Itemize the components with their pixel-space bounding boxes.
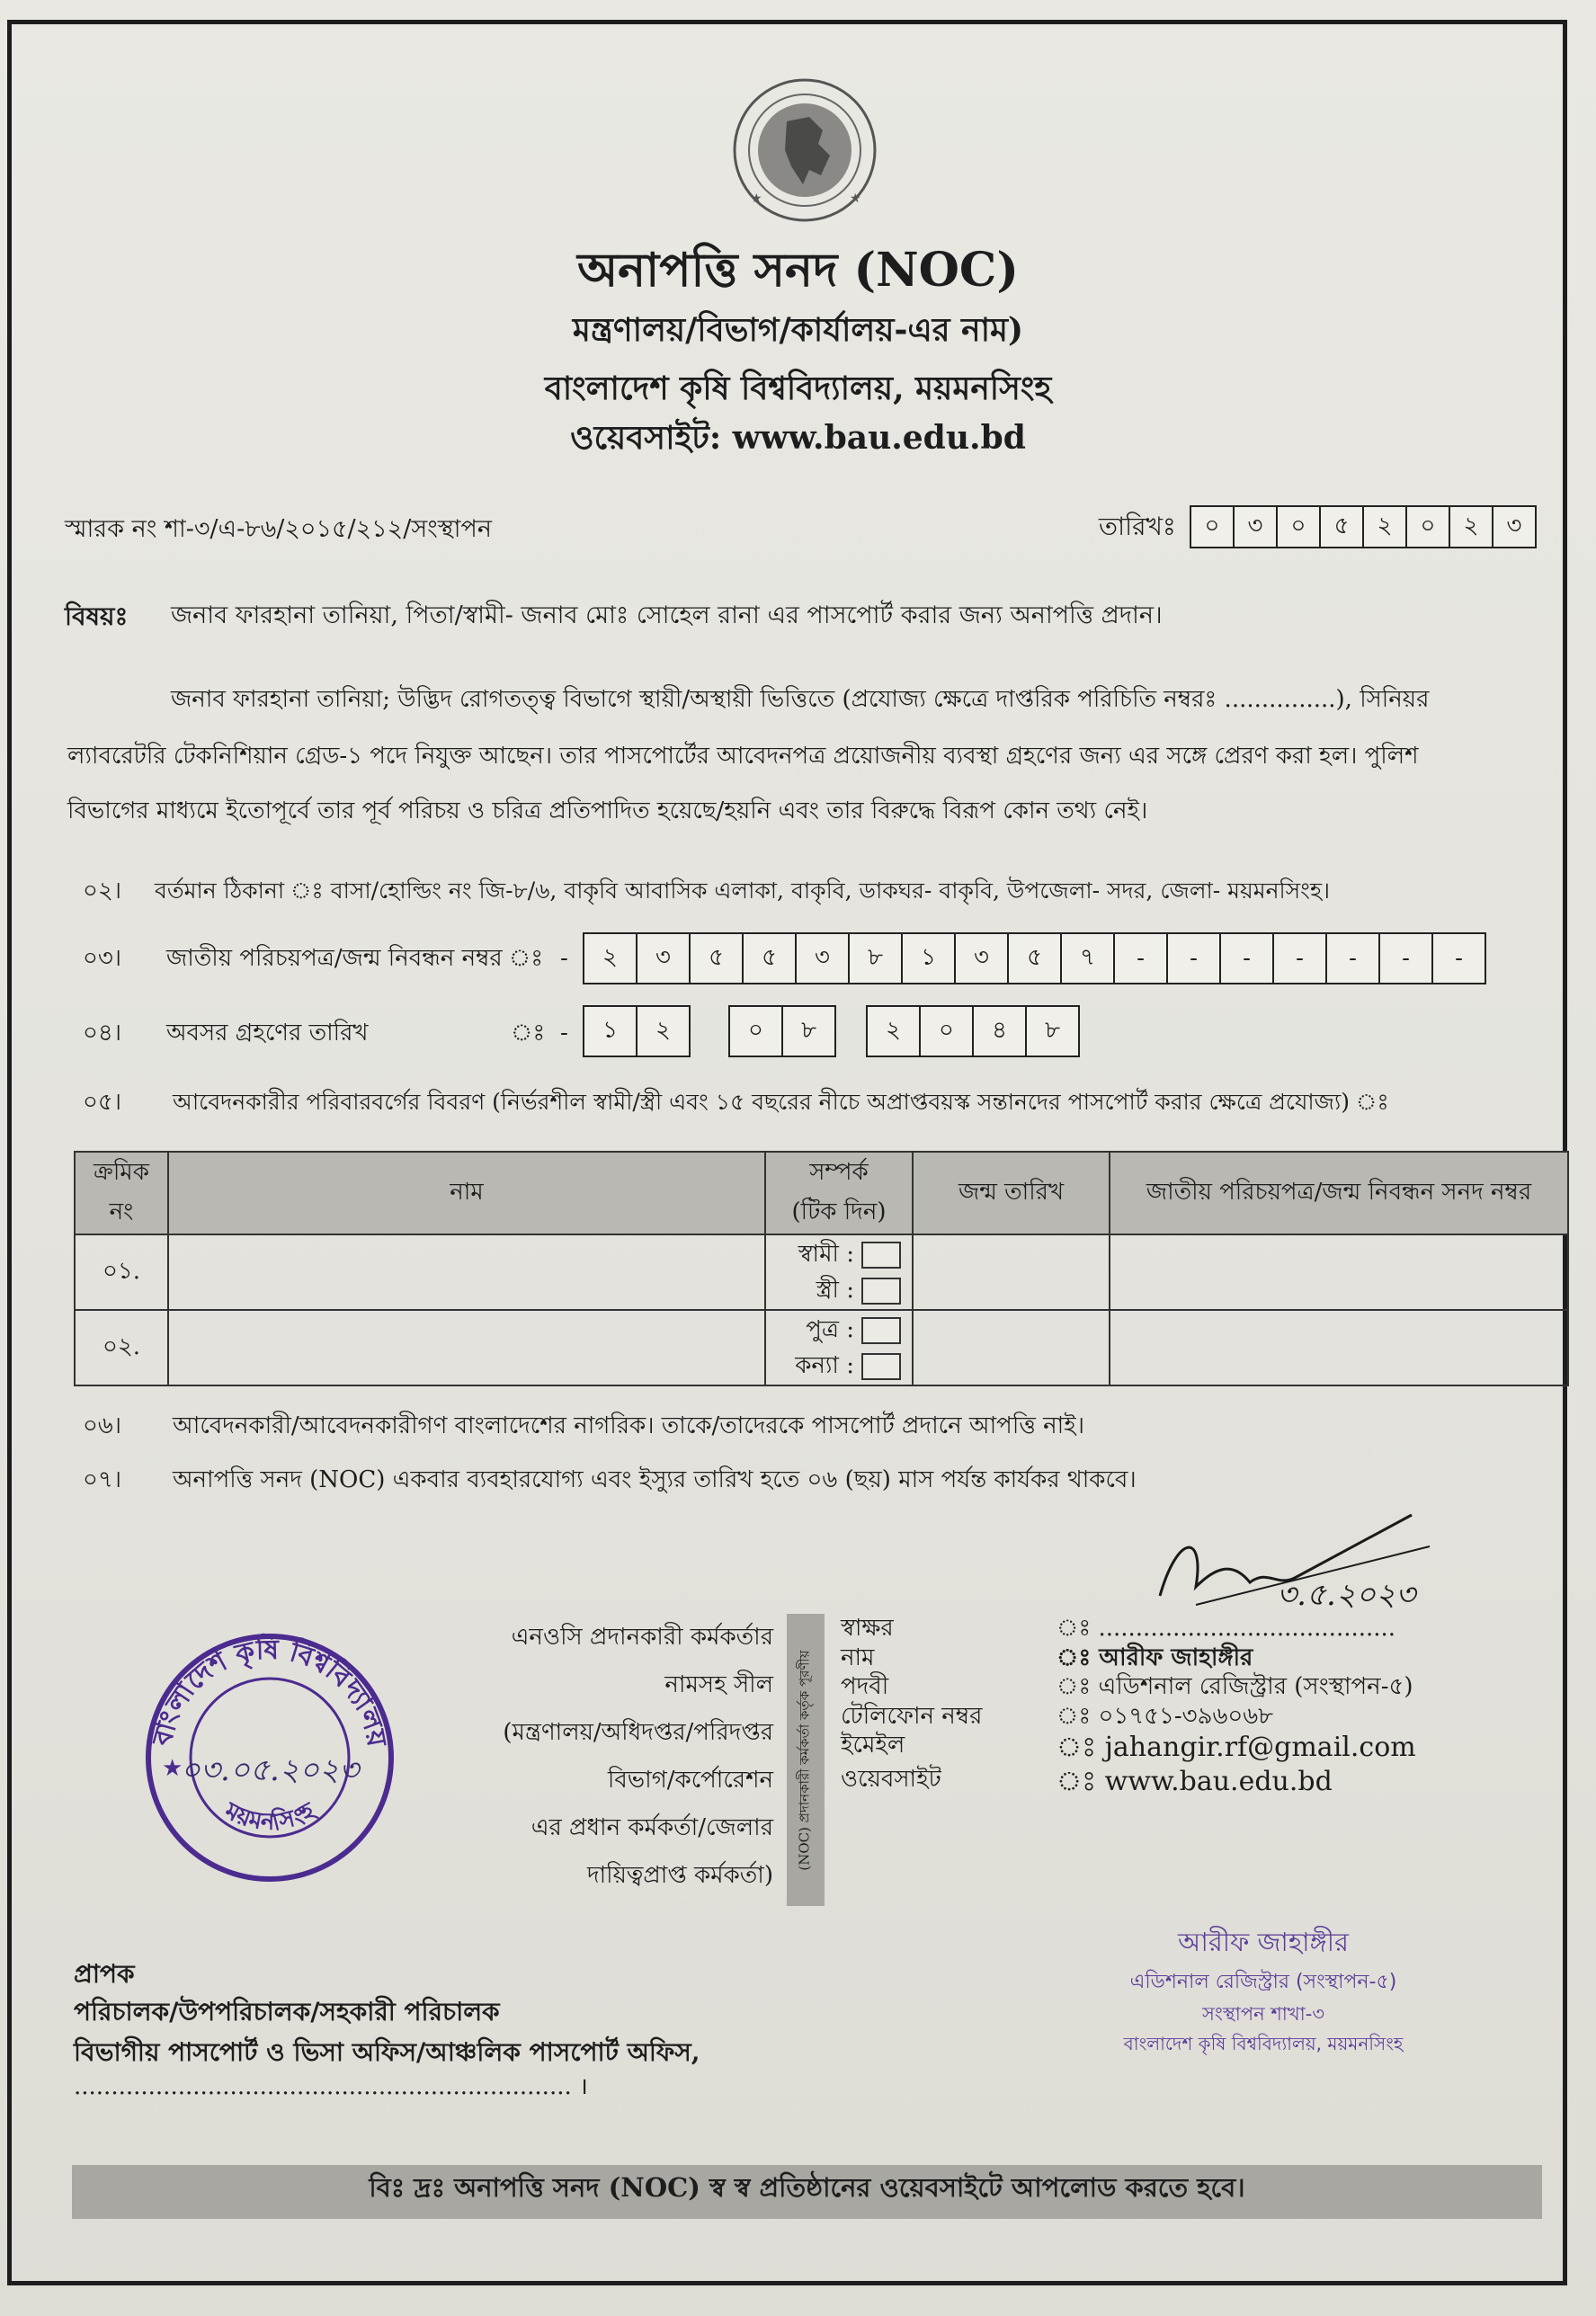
seal-bottom-text: ময়মনসিংহ [219,1797,320,1837]
row-relation-cell [765,1310,913,1385]
retirement-month-boxes [730,1005,836,1057]
retirement-dash: - [560,1020,568,1047]
table-row [75,1310,1568,1385]
table-row [75,1234,1568,1310]
nid-digit: ১ [901,932,956,984]
nid-boxes [584,932,1486,984]
date-digit: ০ [1190,505,1235,548]
item-07-text: অনাপত্তি সনদ (NOC) একবার ব্যবহারযোগ্য এবং ইস্যুর তারিখ হতে ০৬ (ছয়) মাস পর্যন্ত কার্যকর থাকবে। [173,1466,1137,1493]
row-nid-cell [1110,1310,1568,1385]
noc-vertical-bar [787,1614,825,1906]
officer-field-row [841,1643,1416,1673]
recipient-line-1: পরিচালক/উপপরিচালক/সহকারী পরিচালক [74,1997,500,2026]
field-label: স্বাক্ষর [841,1615,894,1642]
recipient-line-3: ................................................................... । [74,2073,588,2100]
svg-text:বাংলাদেশ কৃষি বিশ্ববিদ্যালয় [147,1633,393,1750]
header-relation [765,1152,913,1234]
item-07-number: ০৭। [83,1466,122,1493]
field-value: ঃ আরীফ জাহাঙ্গীর [1057,1643,1253,1671]
field-value: ঃ www.bau.edu.bd [1057,1765,1333,1797]
field-label: টেলিফোন নম্বর [841,1702,983,1730]
officer-left-line: দায়িত্বপ্রাপ্ত কর্মকর্তা) [586,1862,773,1889]
handwritten-signature [1142,1497,1466,1632]
header-nid: জাতীয় পরিচয়পত্র/জন্ম নিবন্ধন সনদ নম্বর [1110,1152,1568,1234]
nid-digit: - [1113,932,1168,984]
stamp-university: বাংলাদেশ কৃষি বিশ্ববিদ্যালয়, ময়মনসিংহ [1123,2033,1404,2054]
relation-label: স্বামী : [798,1241,854,1268]
officer-left-line: বিভাগ/কর্পোরেশন [607,1767,773,1794]
field-label: ওয়েবসাইট [841,1765,941,1793]
seal-ring-text: বাংলাদেশ কৃষি বিশ্ববিদ্যালয় [146,1634,393,1750]
signature-date: ৩.৫.২০২৩ [1277,1577,1416,1613]
header-name: নাম [168,1152,765,1234]
nid-digit: - [1166,932,1221,984]
header-relation-line1: সম্পর্ক [809,1159,869,1186]
paragraph-line-2: ল্যাবরেটরি টেকনিশিয়ান গ্রেড-১ পদে নিযুক্ত আছেন। তার পাসপোর্টের আবেদনপত্র প্রয়োজনীয় ব্যবস্থা গ্রহণের জন্য এর সঙ্গে প্রেরণ করা হল। পুলিশ [67,743,1419,770]
year-digit: ৪ [972,1005,1027,1057]
year-digit: ২ [866,1005,921,1057]
retirement-label: অবসর গ্রহণের তারিখ [166,1020,369,1047]
nid-digit: - [1431,932,1486,984]
row-nid-cell [1110,1234,1568,1310]
memo-number: স্মারক নং শা-৩/এ-৮৬/২০১৫/২১২/সংস্থাপন [65,515,492,543]
date-digit: ৩ [1233,505,1278,548]
date-digit: ০ [1405,505,1450,548]
field-value: ঃ এডিশনাল রেজিস্ট্রার (সংস্থাপন-৫) [1057,1673,1413,1700]
item-02-number: ০২। [83,877,122,904]
nid-digit: ৩ [636,932,691,984]
date-digit: ৩ [1492,505,1537,548]
family-intro: আবেদনকারীর পরিবারবর্গের বিবরণ (নির্ভরশীল স্বামী/স্ত্রী এবং ১৫ বছরের নীচে অপ্রাপ্তবয়স্ক সন্তানদের পাসপোর্ট করার ক্ষেত্রে প্রযোজ্য) ঃ [173,1089,1389,1115]
month-digit: ৮ [781,1005,836,1057]
nid-digit: ৭ [1060,932,1115,984]
officer-left-line: এনওসি প্রদানকারী কর্মকর্তার [511,1624,773,1651]
officer-left-block [432,1614,773,1900]
header-serial-line2: নং [109,1198,134,1225]
website-header: ওয়েবসাইট: www.bau.edu.bd [570,419,1026,457]
item-03-number: ০৩। [83,945,122,972]
seal-date: ০৩.০৫.২০২৩ [180,1752,360,1788]
row-dob-cell [913,1234,1110,1310]
year-digit: ০ [919,1005,974,1057]
row-serial: ০২. [75,1310,168,1385]
svg-text:★: ★ [850,192,861,206]
nid-digit: ৫ [689,932,744,984]
day-digit: ১ [583,1005,638,1057]
footer-note-bar [72,2165,1542,2219]
relation-checkbox[interactable] [861,1317,901,1344]
officer-field-row [841,1614,1416,1643]
ministry-line: মন্ত্রণালয়/বিভাগ/কার্যালয়-এর নাম) [572,311,1024,349]
field-label: নাম [841,1643,875,1671]
field-value: ঃ jahangir.rf@gmail.com [1057,1732,1416,1763]
date-label: তারিখঃ [1099,512,1176,541]
officer-field-row [841,1765,1416,1799]
item-06-number: ০৬। [83,1412,122,1439]
officer-field-row [841,1702,1416,1732]
year-digit: ৮ [1025,1005,1080,1057]
nid-digit: ৫ [742,932,797,984]
svg-text:★: ★ [751,192,762,206]
stamp-name: আরীফ জাহাঙ্গীর [1178,1927,1349,1957]
svg-text:ময়মনসিংহ [219,1796,321,1837]
svg-text:★: ★ [162,1755,183,1782]
relation-label: পুত্র : [806,1316,854,1343]
item-06-text: আবেদনকারী/আবেদনকারীগণ বাংলাদেশের নাগরিক। তাকে/তাদেরকে পাসপোর্ট প্রদানে আপত্তি নাই। [173,1412,1085,1439]
family-table [74,1151,1569,1386]
row-dob-cell [913,1310,1110,1385]
officer-fields [841,1614,1416,1798]
recipient-label: প্রাপক [74,1959,135,1989]
date-digit: ২ [1449,505,1493,548]
officer-field-row [841,1672,1416,1702]
recipient-line-2: বিভাগীয় পাসপোর্ট ও ভিসা অফিস/আঞ্চলিক পাসপোর্ট অফিস, [74,2037,700,2067]
nid-digit: - [1219,932,1274,984]
relation-checkbox[interactable] [861,1278,901,1305]
footer-note: বিঃ দ্রঃ অনাপত্তি সনদ (NOC) স্ব স্ব প্রতিষ্ঠানের ওয়েবসাইটে আপলোড করতে হবে। [369,2172,1245,2203]
header-relation-line2: (টিক দিন) [791,1198,887,1225]
institution-name: বাংলাদেশ কৃষি বিশ্ববিদ্যালয়, ময়মনসিংহ [544,370,1052,407]
relation-checkbox[interactable] [861,1353,901,1380]
stamp-branch: সংস্থাপন শাখা-৩ [1202,2003,1324,2025]
nid-digit: ৫ [1007,932,1062,984]
row-relation-cell [765,1234,913,1310]
day-digit: ২ [636,1005,691,1057]
item-05-number: ০৫। [83,1089,122,1116]
nid-digit: - [1272,932,1327,984]
header-serial-line1: ক্রমিক [94,1159,149,1186]
relation-checkbox[interactable] [861,1242,901,1269]
nid-label: জাতীয় পরিচয়পত্র/জন্ম নিবন্ধন নম্বর ঃ [166,945,544,972]
field-label: ইমেইল [841,1732,905,1759]
officer-left-line: এর প্রধান কর্মকর্তা/জেলার [531,1814,773,1841]
row-name-cell [168,1310,765,1385]
row-name-cell [168,1234,765,1310]
document-title: অনাপত্তি সনদ (NOC) [577,243,1019,298]
subject-text: জনাব ফারহানা তানিয়া, পিতা/স্বামী- জনাব মোঃ সোহেল রানা এর পাসপোর্ট করার জন্য অনাপত্তি প্রদান। [171,601,1163,629]
month-digit: ০ [728,1005,783,1057]
header-dob: জন্ম তারিখ [913,1152,1110,1234]
subject-label: বিষয়ঃ [65,601,129,631]
paragraph-line-1: জনাব ফারহানা তানিয়া; উদ্ভিদ রোগতত্ত্ব বিভাগে স্থায়ী/অস্থায়ী ভিত্তিতে (প্রযোজ্য ক্ষেত্রে দাপ্তরিক পরিচিতি নম্বরঃ ...............), সিনিয়র [171,686,1430,713]
retirement-colon: ঃ [511,1020,546,1047]
nid-digit: ৮ [848,932,903,984]
vertical-bar-text: (NOC) প্রদানকারী কর্মকর্তা কর্তৃক পূরণীয় [796,1649,813,1871]
field-label: পদবী [841,1673,889,1700]
paragraph-line-3: বিভাগের মাধ্যমে ইতোপূর্বে তার পূর্ব পরিচয় ও চরিত্র প্রতিপাদিত হয়েছে/হয়নি এবং তার বিরুদ্ধে বিরূপ কোন তথ্য নেই। [67,797,1148,824]
relation-label: কন্যা : [795,1352,854,1379]
officer-field-row [841,1731,1416,1765]
nid-digit: ৩ [954,932,1009,984]
nid-digit: ৩ [795,932,850,984]
table-header-row [75,1152,1568,1234]
nid-digit: - [1378,932,1433,984]
officer-left-line: (মন্ত্রণালয়/অধিদপ্তর/পরিদপ্তর [503,1719,773,1746]
retirement-day-boxes [584,1005,691,1057]
relation-label: স্ত্রী : [816,1277,854,1304]
field-value: ঃ ০১৭৫১-৩৯৬০৬৮ [1057,1702,1274,1730]
university-seal [135,1623,405,1893]
officer-left-line: নামসহ সীল [664,1671,773,1698]
nid-digit: - [1325,932,1380,984]
government-emblem-icon [724,76,886,225]
header-serial [75,1152,168,1234]
retirement-year-boxes [868,1005,1080,1057]
row-serial: ০১. [75,1234,168,1310]
date-boxes [1191,505,1537,548]
date-digit: ০ [1276,505,1321,548]
address-text: বর্তমান ঠিকানা ঃ বাসা/হোল্ডিং নং জি-৮/৬, বাকৃবি আবাসিক এলাকা, বাকৃবি, ডাকঘর- বাকৃবি, উপজেলা- সদর, জেলা- ময়মনসিংহ। [155,877,1331,904]
officer-name-stamp [1061,1922,1466,2061]
date-digit: ২ [1362,505,1407,548]
stamp-designation: এডিশনাল রেজিস্ট্রার (সংস্থাপন-৫) [1129,1971,1397,1993]
date-digit: ৫ [1319,505,1364,548]
field-value: ঃ ........................................ [1057,1615,1396,1642]
item-04-number: ০৪। [83,1020,122,1047]
nid-dash: - [560,945,568,972]
nid-digit: ২ [583,932,638,984]
